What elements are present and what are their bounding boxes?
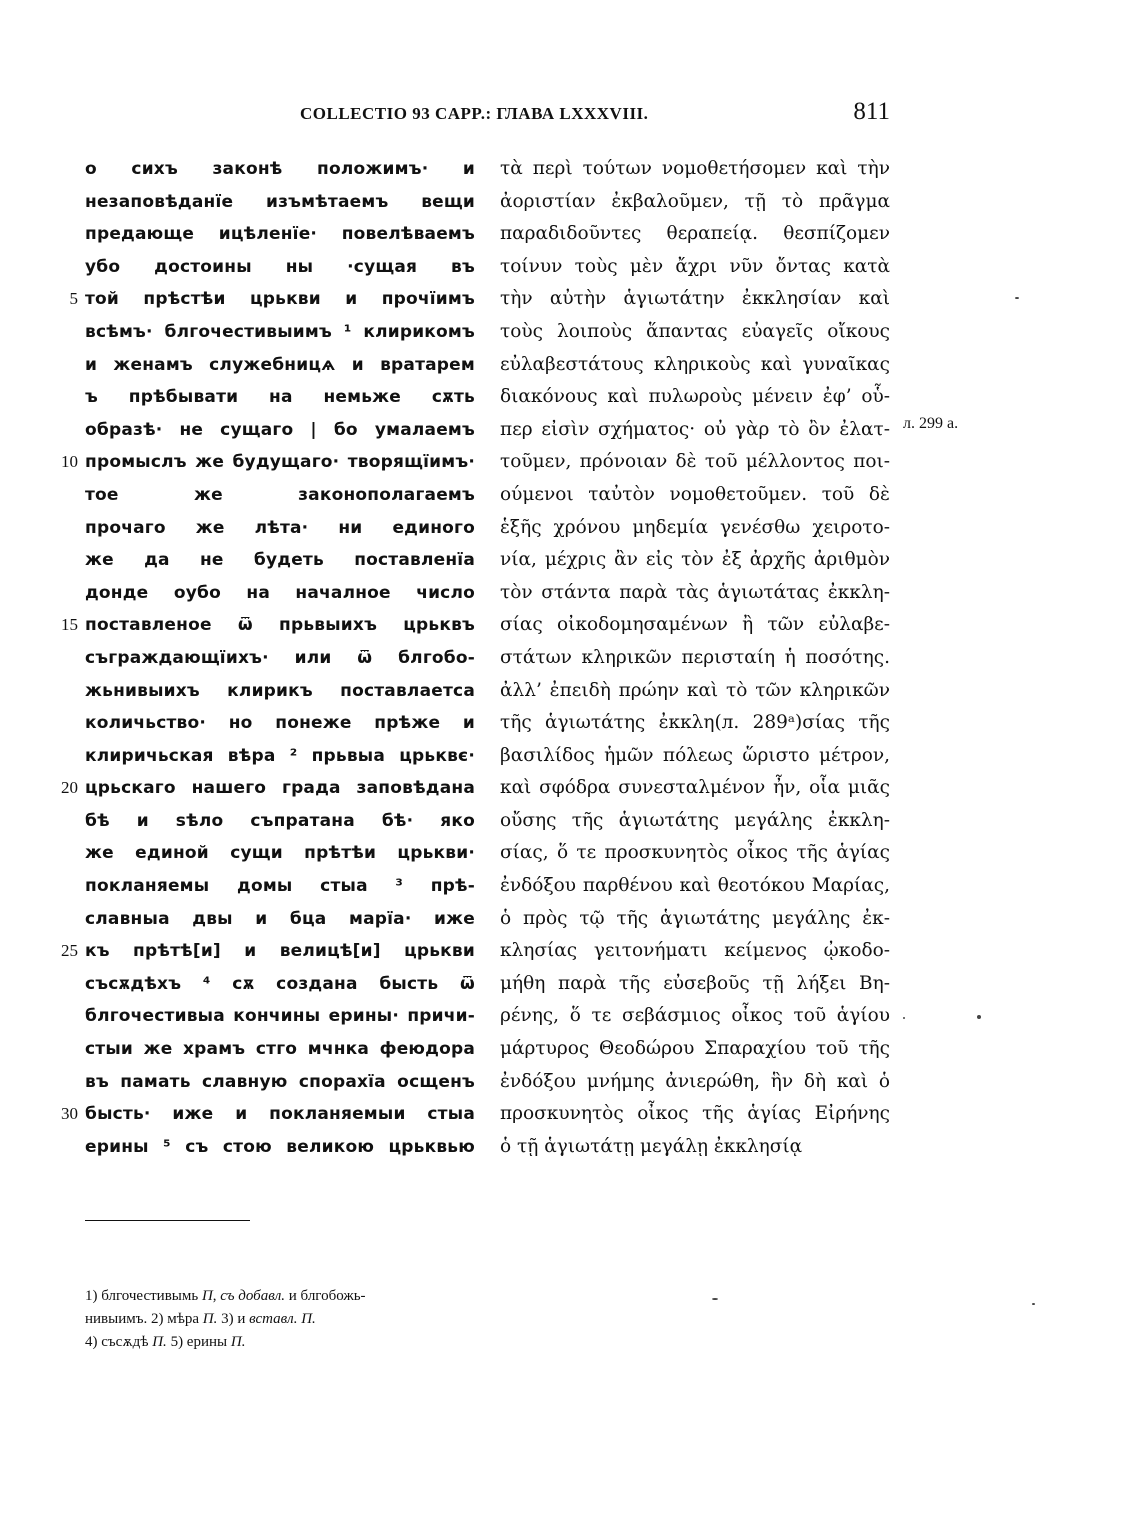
slavonic-line: къ прѣтѣ[и] и велицѣ[и] црькви — [85, 941, 475, 962]
slavonic-line: промыслъ же будущаго· творящїимъ· — [85, 452, 475, 473]
slavonic-line: тое же законополагаемъ — [85, 484, 475, 505]
slavonic-line: црьскаго нашего града заповѣдана — [85, 778, 475, 799]
footnote-text: 4) съсѫдѣ — [85, 1334, 153, 1350]
footnote-siglum: П. — [230, 1334, 246, 1350]
footnote-text: 5) ерины — [166, 1334, 231, 1350]
slavonic-line: предающе ицѣленїе· повелѣваемъ — [85, 224, 475, 245]
greek-line: τῆς ἁγιωτάτης ἐκκλη(л. 289ᵃ)σίας τῆς — [500, 712, 890, 734]
slavonic-column — [85, 153, 475, 1163]
footnote-text: и блгобожь- — [285, 1288, 366, 1304]
slavonic-line: о сихъ законѣ положимъ· и — [85, 159, 475, 179]
greek-line: βασιλίδος ἡμῶν πόλεως ὥριστο μέτρον, — [500, 744, 890, 766]
greek-line: μήθη παρὰ τῆς εὐσεβοῦς τῇ λήξει Βη- — [500, 972, 890, 994]
line-number: 10 — [61, 452, 78, 472]
footnote-text: 1) блгочестивымь — [85, 1288, 202, 1304]
slavonic-line: всѣмъ· блгочестивыимъ ¹ клирикомъ — [85, 321, 475, 342]
page-number: 811 — [853, 98, 890, 125]
scan-speck — [977, 1015, 981, 1019]
footnote-remark: вставл. П. — [249, 1311, 316, 1327]
greek-line: ρένης, ὅ τε σεβάσμιος οἶκος τοῦ ἁγίου — [500, 1005, 890, 1027]
slavonic-line: незаповѣданїе изъмѣтаемъ вещи — [85, 191, 475, 212]
slavonic-line: стыи же храмъ стго мчнка феюдора — [85, 1039, 475, 1060]
slavonic-line: той прѣстѣи црькви и прочїимъ — [85, 289, 475, 310]
greek-line: τοίνυν τοὺς μὲν ἄχρι νῦν ὄντας κατὰ — [500, 255, 890, 277]
greek-line: μάρτυρος Θεοδώρου Σπαραχίου τοῦ τῆς — [500, 1038, 890, 1060]
line-number: 30 — [61, 1104, 78, 1124]
slavonic-line: ерины ⁵ съ стою великою црьквью — [85, 1136, 475, 1157]
slavonic-line: въ памать славную спорахїа осщенъ — [85, 1071, 475, 1092]
footnote-rule — [85, 1220, 250, 1221]
greek-line: σίας, ὅ τε προσκυνητὸς οἶκος τῆς ἁγίας — [500, 842, 890, 864]
slavonic-line: количьство· но понеже прѣже и — [85, 713, 475, 734]
footnote-text: , — [212, 1288, 221, 1304]
footnote-siglum: П — [201, 1288, 213, 1304]
greek-line: νία, μέχρις ἂν εἰς τὸν ἐξ ἀρχῆς ἀριθμὸν — [500, 549, 890, 571]
greek-line: ἀλλ’ ἐπειδὴ πρώην καὶ τὸ τῶν κληρικῶν — [500, 679, 890, 701]
slavonic-line: покланяемы домы стыа ³ прѣ- — [85, 876, 475, 897]
footnote-line — [85, 1285, 485, 1308]
greek-column — [500, 153, 890, 1163]
footnote-remark: съ добавл. — [220, 1288, 286, 1304]
greek-line: περ εἰσὶν σχήματος· οὐ γὰρ τὸ ὂν ἐλατ- — [500, 418, 890, 440]
slavonic-line: донде оубо на началное число — [85, 582, 475, 603]
greek-line: ὁ πρὸς τῷ τῆς ἁγιωτάτης μεγάλης ἐκ- — [500, 907, 890, 929]
greek-line: οὔσης τῆς ἁγιωτάτης μεγάλης ἐκκλη- — [500, 809, 890, 831]
greek-line: ἐνδόξου μνήμης ἀνιερώθη, ἣν δὴ καὶ ὁ — [500, 1070, 890, 1092]
greek-line: ὁ τῇ ἁγιωτάτῃ μεγάλῃ ἐκκλησίᾳ — [500, 1135, 803, 1157]
slavonic-line: блгочестивыа кончины ерины· причи- — [85, 1006, 475, 1027]
line-number: 25 — [61, 941, 78, 961]
slavonic-line: убо достоины ны ·сущая въ — [85, 256, 475, 277]
line-number: 15 — [61, 615, 78, 635]
greek-line: τοῦμεν, πρόνοιαν δὲ τοῦ μέλλοντος ποι- — [500, 451, 890, 473]
greek-line: παραδιδοῦντες θεραπείᾳ. θεσπίζομεν — [500, 223, 890, 245]
slavonic-line: ъ прѣбывати на немьже сѫть — [85, 387, 475, 408]
footnotes — [85, 1285, 485, 1354]
greek-line: τὴν αὐτὴν ἁγιωτάτην ἐκκλησίαν καὶ — [500, 288, 890, 310]
slavonic-line: бѣ и ѕѣло съпратана бѣ· яко — [85, 810, 475, 831]
slavonic-line: съграждающїихъ· или ѿ блгобо- — [85, 647, 475, 668]
greek-line: στάτων κληρικῶν περισταίη ἡ ποσότης. — [500, 646, 890, 668]
slavonic-line: жьнивыихъ клирикъ поставлаетса — [85, 680, 475, 701]
slavonic-line: же да не будеть поставленїа — [85, 550, 475, 571]
slavonic-line: и женамъ служебницѧ и вратарем — [85, 354, 475, 375]
scan-speck — [1032, 1303, 1035, 1305]
line-number: 5 — [69, 289, 78, 309]
slavonic-line: прочаго же лѣта· ни единого — [85, 517, 475, 538]
margin-folio-note: л. 299 a. — [903, 415, 959, 432]
slavonic-line: же единой сущи прѣтѣи црькви· — [85, 843, 475, 864]
scan-speck — [712, 1298, 718, 1300]
footnote-siglum: П. — [152, 1334, 167, 1350]
slavonic-line: съсѫдѣхъ ⁴ сѫ создана бысть ѿ — [85, 973, 475, 994]
footnote-siglum: П. — [202, 1311, 218, 1327]
greek-line: προσκυνητὸς οἶκος τῆς ἁγίας Εἰρήνης — [500, 1103, 890, 1125]
page-header — [300, 98, 900, 134]
scan-speck — [903, 1017, 905, 1019]
footnote-text: 3) и — [217, 1311, 250, 1327]
footnote-line — [85, 1331, 485, 1354]
greek-line: σίας οἰκοδομησαμένων ἢ τῶν εὐλαβε- — [500, 614, 890, 636]
slavonic-line: бысть· иже и покланяемыи стыа — [85, 1104, 475, 1125]
slavonic-line: славныа двы и бца марїа· иже — [85, 908, 475, 929]
greek-line: ἑξῆς χρόνου μηδεμία γενέσθω χειροτο- — [500, 516, 890, 538]
scan-speck — [1015, 297, 1019, 299]
greek-line: ἐνδόξου παρθένου καὶ θεοτόκου Μαρίας, — [500, 875, 890, 897]
greek-line: εὐλαβεστάτους κληρικοὺς καὶ γυναῖκας — [500, 353, 890, 375]
greek-line: ούμενοι ταὐτὸν νομοθετοῦμεν. τοῦ δὲ — [500, 483, 890, 505]
greek-line: τὸν στάντα παρὰ τὰς ἁγιωτάτας ἐκκλη- — [500, 581, 890, 603]
greek-line: τοὺς λοιποὺς ἅπαντας εὐαγεῖς οἴκους — [500, 320, 890, 342]
greek-line: κλησίας γειτονήματι κείμενος ᾠκοδο- — [500, 940, 890, 962]
greek-line: τὰ περὶ τούτων νομοθετήσομεν καὶ τὴν — [500, 158, 890, 179]
slavonic-line: клиричьская вѣра ² прьвыа црьквє· — [85, 745, 475, 766]
greek-line: καὶ σφόδρα συνεσταλμένον ἦν, οἷα μιᾶς — [500, 777, 890, 799]
slavonic-line: поставленое ѿ прьвыихъ црьквъ — [85, 615, 475, 636]
greek-line: ἀοριστίαν ἐκβαλοῦμεν, τῇ τὸ πρᾶγμα — [500, 190, 890, 212]
slavonic-line: образѣ· не сущаго | бо умалаемъ — [85, 419, 475, 440]
greek-line: διακόνους καὶ πυλωροὺς μένειν ἐφ’ οὗ- — [500, 386, 890, 408]
footnote-line — [85, 1308, 485, 1331]
line-number: 20 — [61, 778, 78, 798]
running-head: COLLECTIO 93 CAPP.: ГЛАВА LXXXVIII. — [300, 104, 649, 123]
footnote-text: нивыимъ. 2) мѣра — [85, 1311, 203, 1327]
